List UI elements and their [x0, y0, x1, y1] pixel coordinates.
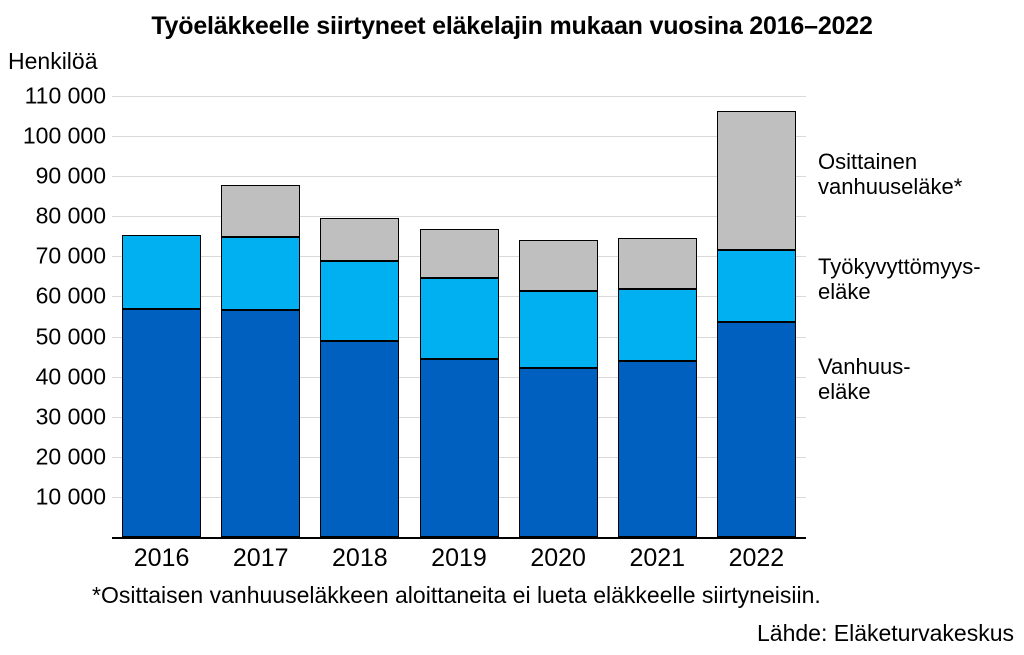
- y-axis-unit-label: Henkilöä: [8, 48, 98, 74]
- x-tick-label: 2018: [332, 544, 388, 572]
- legend-item-tyokyvyttomyyselake: [818, 255, 981, 304]
- y-tick-20000: 20 000: [35, 443, 106, 470]
- y-tick-110000: 110 000: [24, 82, 106, 109]
- bar-group: [320, 96, 399, 537]
- bar-group: [420, 96, 499, 537]
- y-tick-60000: 60 000: [35, 282, 106, 309]
- plot-area: [112, 96, 806, 537]
- bar-group: [717, 96, 796, 537]
- bar-segment: [519, 240, 598, 291]
- x-tick-label: 2021: [629, 544, 686, 572]
- bar-segment: [717, 250, 796, 322]
- chart-source: Lähde: Eläketurvakeskus: [757, 620, 1014, 646]
- legend-label-line2: eläke: [818, 378, 871, 404]
- bar-segment: [717, 111, 796, 249]
- bar-group: [618, 96, 697, 537]
- bar-segment: [618, 361, 697, 537]
- y-tick-40000: 40 000: [35, 363, 106, 390]
- y-tick-50000: 50 000: [35, 323, 106, 350]
- bar-segment: [519, 368, 598, 537]
- bar-segment: [320, 261, 399, 341]
- y-tick-80000: 80 000: [35, 202, 106, 229]
- bar-segment: [519, 291, 598, 368]
- legend-label-line2: vanhuuseläke*: [818, 173, 963, 199]
- bar-group: [122, 96, 201, 537]
- bar-segment: [420, 229, 499, 278]
- x-tick-label: 2020: [530, 544, 586, 572]
- bar-group: [519, 96, 598, 537]
- legend-item-osittainen-vanhuuselake: [818, 150, 962, 199]
- bar-segment: [320, 218, 399, 260]
- legend-label-line1: Vanhuus-: [818, 354, 911, 379]
- chart-title: Työeläkkeelle siirtyneet eläkelajin mukaan vuosina 2016–2022: [151, 12, 873, 40]
- bar-segment: [420, 359, 499, 537]
- y-tick-30000: 30 000: [35, 403, 106, 430]
- bar-segment: [221, 237, 300, 310]
- y-tick-10000: 10 000: [35, 483, 106, 510]
- bar-segment: [618, 289, 697, 360]
- bar-segment: [221, 185, 300, 237]
- legend-label-line1: Työkyvyttömyys-: [818, 254, 981, 279]
- y-tick-100000: 100 000: [22, 122, 106, 149]
- chart-footnote: *Osittaisen vanhuuseläkkeen aloittaneita ei lueta eläkkeelle siirtyneisiin.: [92, 582, 821, 608]
- y-tick-70000: 70 000: [35, 242, 106, 269]
- y-axis-ticks: [0, 0, 106, 655]
- x-tick-label: 2022: [728, 544, 785, 572]
- y-tick-90000: 90 000: [35, 162, 106, 189]
- legend-item-vanhuuselake: [818, 355, 911, 404]
- bar-segment: [221, 310, 300, 537]
- legend-label-line1: Osittainen: [818, 149, 918, 174]
- bar-segment: [420, 278, 499, 359]
- legend-label-line2: eläke: [818, 278, 871, 304]
- bar-segment: [122, 309, 201, 537]
- x-tick-label: 2019: [431, 544, 487, 572]
- bar-segment: [717, 322, 796, 537]
- bar-segment: [320, 341, 399, 537]
- x-axis-line: [112, 537, 806, 539]
- bar-segment: [122, 235, 201, 310]
- bar-segment: [618, 238, 697, 289]
- bar-group: [221, 96, 300, 537]
- x-tick-label: 2016: [133, 544, 190, 572]
- x-tick-label: 2017: [232, 544, 289, 572]
